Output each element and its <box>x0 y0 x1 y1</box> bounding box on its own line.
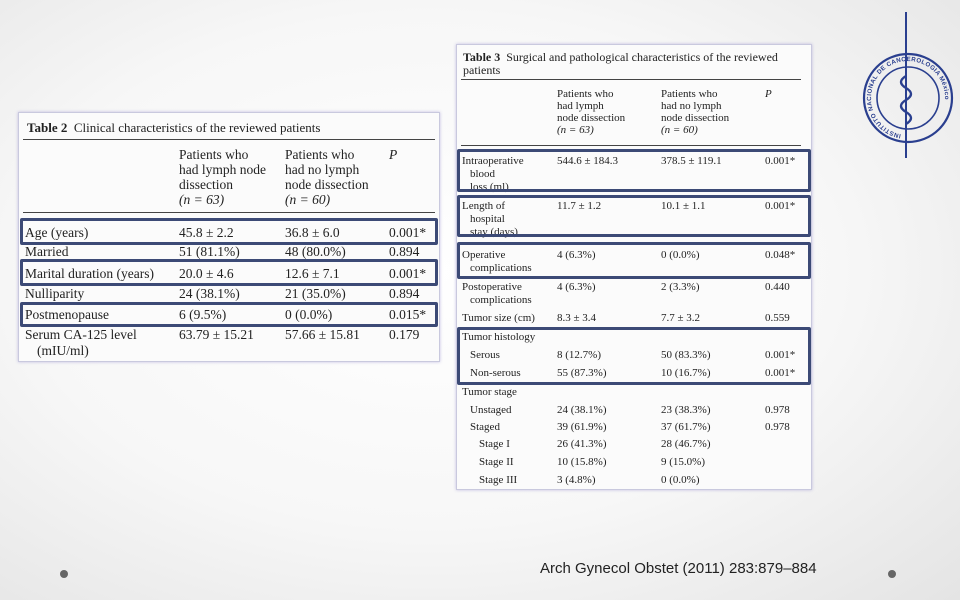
header-rule <box>23 212 435 213</box>
header-col-1: Patients who had lymph node dissection (n = 63) <box>179 147 266 207</box>
header-col-p: P <box>389 147 398 162</box>
top-rule <box>461 79 801 80</box>
header-col-p: P <box>765 88 772 100</box>
table-2-caption: Table 2 Clinical characteristics of the reviewed patients <box>27 120 321 135</box>
header-col-2: Patients who had no lymph node dissection (n = 60) <box>285 147 369 207</box>
header-col-2: Patients who had no lymph node dissection (n = 60) <box>661 88 730 136</box>
top-rule <box>23 139 435 140</box>
header-rule <box>461 145 801 146</box>
highlight-box-tumor-histology <box>457 327 811 385</box>
institute-logo <box>858 10 958 160</box>
slide-bullet-right <box>888 570 896 578</box>
slide-bullet-left <box>60 570 68 578</box>
highlight-box-postmenopause <box>20 302 438 327</box>
highlight-box-blood-loss <box>457 149 811 192</box>
header-col-1: Patients who had lymph node dissection (n = 63) <box>557 88 626 136</box>
table-3-caption: Table 3 Surgical and pathological characteristics of the reviewed patients <box>463 50 778 77</box>
logo-ring-text: INSTITUTO NACIONAL DE CANCEROLOGIA México <box>866 55 951 140</box>
highlight-box-age <box>20 218 438 245</box>
citation-reference: Arch Gynecol Obstet (2011) 283:879–884 <box>540 560 817 577</box>
table-2: Table 2 Clinical characteristics of the reviewed patients Patients who had lymph node dissection (n = 63) Patients who had no lymph node dissection (n = 60) P Age (years) 45.8 ± 2.2 36.8 ± 6.0 0.001* Married 51 (81.1%) 48 (80.0%) 0.894 Marital duration (years) 20.0 ± 4.6 12.6 ± 7.1 0.001* Nulliparity 24 (38.1%) 21 (35.0%) 0.894 Postmenopause 6 (9.5%) 0 (0.0%) 0.015* Serum CA-125 level (mIU/ml) 63.79 ± 15.21 57.66 ± 15.81 0.179 <box>18 112 440 362</box>
highlight-box-hospital-stay <box>457 195 811 237</box>
highlight-box-operative-complications <box>457 242 811 279</box>
table-3: Table 3 Surgical and pathological characteristics of the reviewed patients Patients who had lymph node dissection (n = 63) Patients who had no lymph node dissection (n = 60) P Intraoperative blood loss (ml) 544.6 ± 184.3 378.5 ± 119.1 0.001* Length of hospital stay (days) 11.7 ± 1.2 10.1 ± 1.1 0.001* Operative complications 4 (6.3%) 0 (0.0%) 0.048* Postoperative complications 4 (6.3%) 2 (3.3%) 0.440 Tumor size (cm) 8.3 ± 3.4 7.7 ± 3.2 0.559 Tumor histology Serous 8 (12.7%) 50 (83.3%) 0.001* Non-serous 55 (87.3%) 10 (16.7%) 0.001* Tumor stage Unstaged 24 (38.1%) 23 (38.3%) 0.978 Staged 39 (61.9%) 37 (61.7%) 0.978 Stage I 26 (41.3%) 28 (46.7%) Stage II 10 (15.8%) 9 (15.0%) Stage III 3 (4.8%) 0 (0.0%) <box>456 44 812 490</box>
highlight-box-marital-duration <box>20 259 438 286</box>
